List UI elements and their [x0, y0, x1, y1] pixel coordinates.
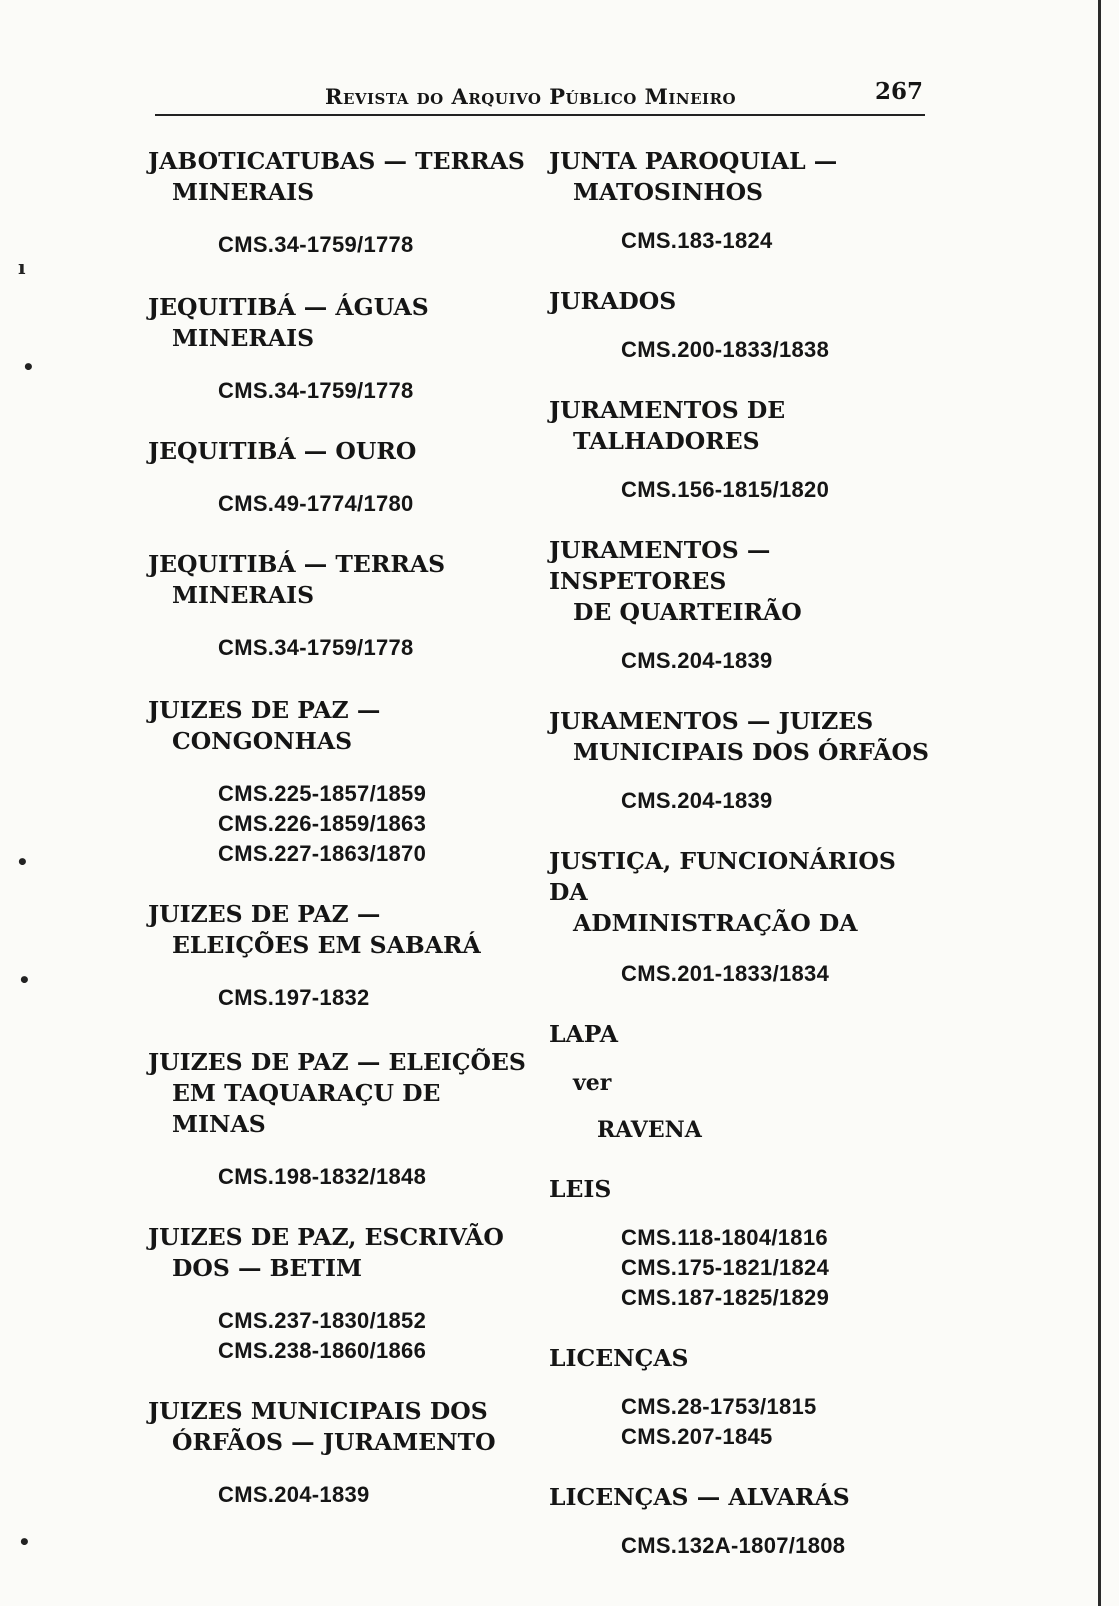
- reference: CMS.197-1832: [218, 985, 370, 1010]
- index-entry: [549, 146, 939, 256]
- reference: CMS.187-1825/1829: [621, 1285, 830, 1310]
- reference: CMS.118-1804/1816: [621, 1225, 828, 1250]
- reference: CMS.34-1759/1778: [218, 635, 414, 660]
- entry-refs: [549, 786, 939, 816]
- reference: CMS.34-1759/1778: [218, 378, 414, 403]
- index-entry: [549, 535, 939, 676]
- reference: CMS.226-1859/1863: [218, 811, 427, 836]
- margin-mark: •: [22, 355, 35, 379]
- reference: CMS.204-1839: [218, 1482, 370, 1507]
- entry-term: JABOTICATUBAS — TERRAS MINERAIS: [148, 147, 525, 206]
- entry-refs: [549, 1531, 939, 1561]
- running-title: Revista do Arquivo Público Mineiro: [325, 84, 737, 109]
- entry-term: JUNTA PAROQUIAL — MATOSINHOS: [549, 147, 838, 206]
- index-entry: [549, 1019, 939, 1146]
- entry-refs: [148, 230, 528, 260]
- index-entry: [148, 899, 528, 1013]
- entry-refs: [148, 376, 528, 406]
- index-entry: [549, 846, 939, 989]
- entry-refs: [148, 983, 528, 1013]
- see-reference-target: RAVENA: [597, 1117, 702, 1143]
- entry-term: LICENÇAS — ALVARÁS: [549, 1483, 850, 1511]
- index-entry: [148, 1222, 528, 1366]
- entry-term: JURAMENTOS — INSPETORES DE QUARTEIRÃO: [549, 536, 802, 626]
- right-column: [549, 146, 939, 1561]
- entry-term: JEQUITIBÁ — TERRAS MINERAIS: [148, 550, 446, 609]
- index-entry: [148, 146, 528, 260]
- entry-refs: [148, 1306, 528, 1366]
- index-entry: [549, 706, 939, 816]
- index-entry: [549, 395, 939, 505]
- reference: CMS.200-1833/1838: [621, 337, 830, 362]
- reference: CMS.156-1815/1820: [621, 477, 830, 502]
- entry-term: JURAMENTOS — JUIZES MUNICIPAIS DOS ÓRFÃOS: [549, 707, 929, 766]
- margin-mark: •: [18, 1530, 31, 1554]
- entry-term: JURAMENTOS DE TALHADORES: [549, 396, 786, 455]
- entry-term: JEQUITIBÁ — ÁGUAS MINERAIS: [148, 293, 429, 352]
- index-entry: [148, 695, 528, 869]
- reference: CMS.201-1833/1834: [621, 961, 830, 986]
- margin-mark: •: [16, 850, 29, 874]
- entry-refs: [148, 1480, 528, 1510]
- index-entry: [148, 436, 528, 519]
- entry-refs: [148, 779, 528, 869]
- margin-mark: ı: [18, 255, 26, 279]
- entry-refs: [549, 475, 939, 505]
- entry-refs: [148, 489, 528, 519]
- entry-refs: [549, 335, 939, 365]
- reference: CMS.183-1824: [621, 228, 773, 253]
- entry-term: JUIZES DE PAZ — ELEIÇÕES EM TAQUARAÇU DE MINAS: [148, 1048, 526, 1138]
- reference: CMS.204-1839: [621, 788, 773, 813]
- index-entry: [549, 1482, 939, 1561]
- entry-refs: [549, 226, 939, 256]
- entry-term: JUSTIÇA, FUNCIONÁRIOS DA ADMINISTRAÇÃO DA: [549, 847, 896, 937]
- reference: CMS.207-1845: [621, 1424, 773, 1449]
- entry-term: JUIZES DE PAZ, ESCRIVÃO DOS — BETIM: [148, 1223, 504, 1282]
- reference: CMS.227-1863/1870: [218, 841, 427, 866]
- entry-term: JUIZES DE PAZ — CONGONHAS: [148, 696, 381, 755]
- index-entry: [549, 1343, 939, 1452]
- page-header: [155, 78, 925, 116]
- reference: CMS.238-1860/1866: [218, 1338, 427, 1363]
- entry-refs: [549, 1392, 939, 1452]
- reference: CMS.204-1839: [621, 648, 773, 673]
- see-reference-word: ver: [573, 1070, 612, 1096]
- page-number: 267: [874, 78, 923, 105]
- entry-refs: [148, 1162, 528, 1192]
- entry-term: JUIZES MUNICIPAIS DOS ÓRFÃOS — JURAMENTO: [148, 1397, 496, 1456]
- entry-refs: [148, 633, 528, 663]
- entry-refs: [549, 646, 939, 676]
- index-entry: [148, 1047, 528, 1192]
- margin-mark: •: [18, 968, 31, 992]
- reference: CMS.28-1753/1815: [621, 1394, 817, 1419]
- reference: CMS.34-1759/1778: [218, 232, 414, 257]
- entry-term: JUIZES DE PAZ — ELEIÇÕES EM SABARÁ: [148, 900, 481, 959]
- reference: CMS.198-1832/1848: [218, 1164, 427, 1189]
- entry-term: JEQUITIBÁ — OURO: [148, 437, 417, 465]
- index-entry: [148, 549, 528, 663]
- index-entry: [148, 292, 528, 406]
- left-column: [148, 146, 528, 1510]
- entry-term: JURADOS: [549, 287, 677, 315]
- reference: CMS.132A-1807/1808: [621, 1533, 846, 1558]
- entry-refs: [549, 959, 939, 989]
- page-edge-line: [1098, 0, 1101, 1606]
- entry-term: LAPA: [549, 1020, 618, 1048]
- reference: CMS.225-1857/1859: [218, 781, 427, 806]
- reference: CMS.175-1821/1824: [621, 1255, 830, 1280]
- entry-refs: [549, 1223, 939, 1313]
- index-entry: [549, 286, 939, 365]
- reference: CMS.237-1830/1852: [218, 1308, 427, 1333]
- reference: CMS.49-1774/1780: [218, 491, 414, 516]
- entry-term: LEIS: [549, 1175, 612, 1203]
- index-entry: [549, 1174, 939, 1313]
- index-entry: [148, 1396, 528, 1510]
- entry-term: LICENÇAS: [549, 1344, 689, 1372]
